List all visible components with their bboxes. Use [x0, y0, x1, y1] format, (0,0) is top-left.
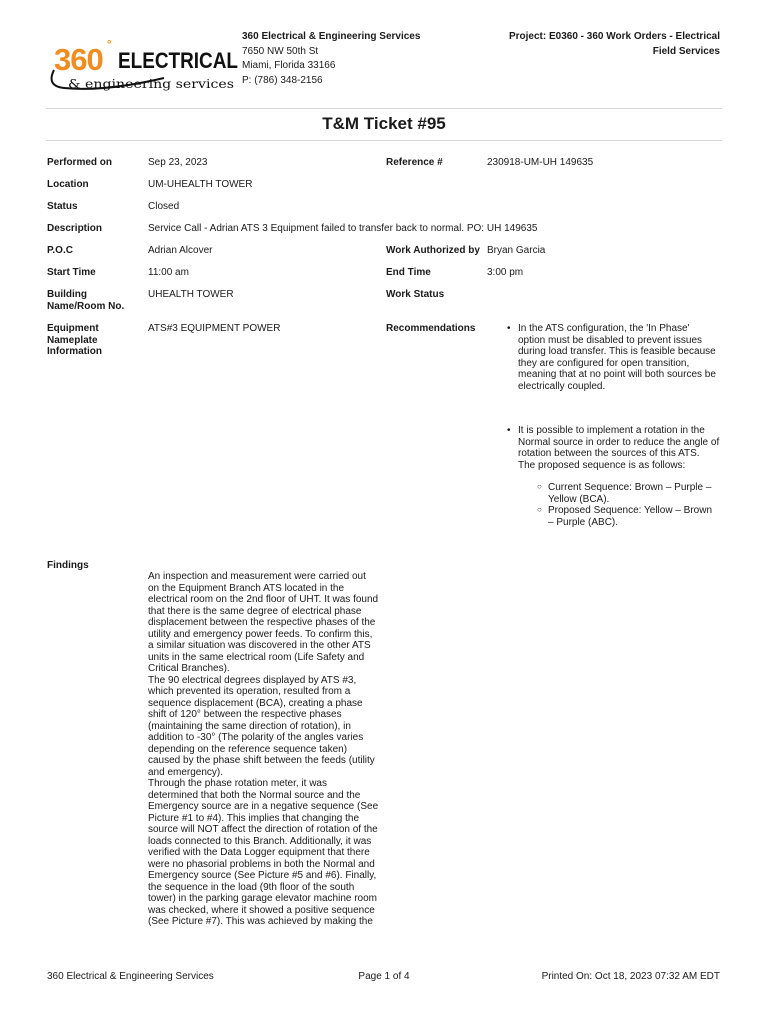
reference-value: 230918-UM-UH 149635 [487, 157, 594, 168]
company-name: 360 Electrical & Engineering Services [242, 31, 421, 42]
svg-text:°: ° [107, 39, 112, 51]
findings-line: the sequence in the load (9th floor of the south [148, 881, 355, 893]
work-authorized-label: Work Authorized by [386, 245, 480, 256]
recommendation-subitem: ○ Current Sequence: Brown – Purple – Yellow (BCA). [537, 482, 712, 505]
circle-bullet-icon: ○ [537, 482, 542, 491]
status-value: Closed [148, 201, 180, 212]
recommendations-label: Recommendations [386, 323, 476, 334]
title-divider [46, 140, 722, 141]
work-authorized-value: Bryan Garcia [487, 245, 546, 256]
findings-line: electrical room on the 2nd floor of UHT. It was found [148, 594, 379, 605]
reference-label: Reference # [386, 157, 443, 168]
findings-line: (See Picture #7). This was achieved by making the [148, 916, 373, 927]
company-address-line2: Miami, Florida 33166 [242, 60, 336, 71]
findings-line: displacement between the respective phases of the [148, 617, 376, 628]
findings-line: Emergency source are in a negative sequence (See [148, 801, 379, 812]
findings-line: addition to -30° (The polarity of the angles varies [148, 732, 364, 743]
project-line2: Field Services [652, 45, 720, 57]
recommendation-item: • It is possible to implement a rotation in the Normal source in order to reduce the angle of rotation between the sources of this ATS. The proposed sequence is as follows: [507, 425, 720, 471]
findings-line: caused by the phase shift between the feeds (utility [148, 755, 375, 766]
bullet-icon: • [507, 425, 511, 436]
findings-line: Picture #1 to #4). This implies that changing the [148, 812, 360, 824]
location-label: Location [47, 179, 89, 190]
circle-bullet-icon: ○ [537, 505, 542, 514]
company-logo [44, 30, 240, 96]
end-time-label: End Time [386, 267, 431, 278]
building-label: Building Name/Room No. [47, 289, 125, 312]
project-info [470, 30, 720, 59]
header-divider [46, 108, 722, 109]
start-time-value: 11:00 am [148, 267, 189, 278]
project-line1: Project: E0360 - 360 Work Orders - Electrical [508, 31, 720, 42]
description-value: Service Call - Adrian ATS 3 Equipment failed to transfer back to normal. PO: UH 149635 [148, 223, 538, 234]
equipment-value: ATS#3 EQUIPMENT POWER [148, 323, 281, 334]
company-phone: P: (786) 348-2156 [242, 74, 323, 86]
end-time-value: 3:00 pm [487, 267, 524, 278]
company-address-line1: 7650 NW 50th St [242, 45, 319, 57]
poc-value: Adrian Alcover [148, 245, 213, 256]
findings-line: loads connected to this Branch. Additionally, it was [148, 835, 372, 847]
findings-line: Critical Branches). [148, 663, 230, 674]
findings-line: units in the same electrical room (Life Safety and [148, 651, 365, 663]
findings-line: tower) in the parking garage elevator machine room [148, 893, 378, 904]
findings-line: a similar situation was discovered in the other ATS [148, 640, 371, 651]
ticket-title: T&M Ticket #95 [322, 114, 446, 133]
work-status-label: Work Status [386, 289, 445, 300]
svg-text:ELECTRICAL: ELECTRICAL [118, 48, 238, 73]
findings-line: shift of 120° between the respective phases [148, 709, 342, 720]
findings-line: (maintaining the same direction of rotation), in [148, 720, 351, 732]
status-label: Status [47, 201, 78, 212]
building-value: UHEALTH TOWER [148, 289, 234, 300]
findings-line: Emergency source (See Picture #5 and #6). Finally, [148, 870, 377, 881]
location-value: UM-UHEALTH TOWER [148, 179, 253, 190]
page-number: Page 1 of 4 [358, 971, 410, 982]
bullet-icon: • [507, 323, 511, 334]
recommendation-subitem: ○ Proposed Sequence: Yellow – Brown – Purple (ABC). [537, 505, 713, 528]
equipment-label: Equipment Nameplate Information [47, 323, 102, 357]
findings-line: The 90 electrical degrees displayed by ATS #3, [148, 674, 357, 686]
findings-line: were no phasorial problems in both the Normal and [148, 858, 375, 870]
findings-line: utility and emergency power feeds. To confirm this, [148, 628, 373, 640]
findings-line: determined that both the Normal source and the [148, 789, 361, 801]
description-label: Description [47, 223, 103, 234]
company-info [242, 30, 420, 88]
findings-text [148, 571, 384, 928]
performed-on-value: Sep 23, 2023 [148, 157, 208, 168]
footer-company: 360 Electrical & Engineering Services [47, 971, 214, 982]
findings-line: depending on the reference sequence taken) [148, 743, 348, 755]
svg-text:360: 360 [54, 42, 103, 77]
findings-line: and emergency). [148, 766, 224, 778]
findings-line: Through the phase rotation meter, it was [148, 778, 327, 789]
findings-line: on the Equipment Branch ATS located in the [148, 582, 345, 594]
poc-label: P.O.C [47, 245, 73, 256]
svg-text:& engineering services: & engineering services [68, 77, 234, 91]
findings-line: verified with the Data Logger equipment that there [148, 847, 370, 858]
printed-on: Printed On: Oct 18, 2023 07:32 AM EDT [541, 971, 720, 982]
findings-line: that there is the same degree of electrical phase [148, 605, 362, 617]
recommendation-item: • In the ATS configuration, the 'In Phase' option must be disabled to prevent issues during load transfer. This is feasible because they are configured for open transition, meaning that at no point will both sources be electrically coupled. [507, 323, 716, 392]
findings-label: Findings [47, 560, 89, 571]
findings-line: source will NOT affect the direction of rotation of the [148, 824, 378, 835]
findings-line: which prevented its operation, resulted from a [148, 686, 351, 697]
findings-line: sequence displacement (BCA), creating a phase [148, 697, 363, 709]
start-time-label: Start Time [47, 267, 96, 278]
findings-line: An inspection and measurement were carried out [148, 571, 366, 582]
findings-line: was checked, where it showed a positive sequence [148, 904, 375, 916]
performed-on-label: Performed on [47, 157, 113, 168]
